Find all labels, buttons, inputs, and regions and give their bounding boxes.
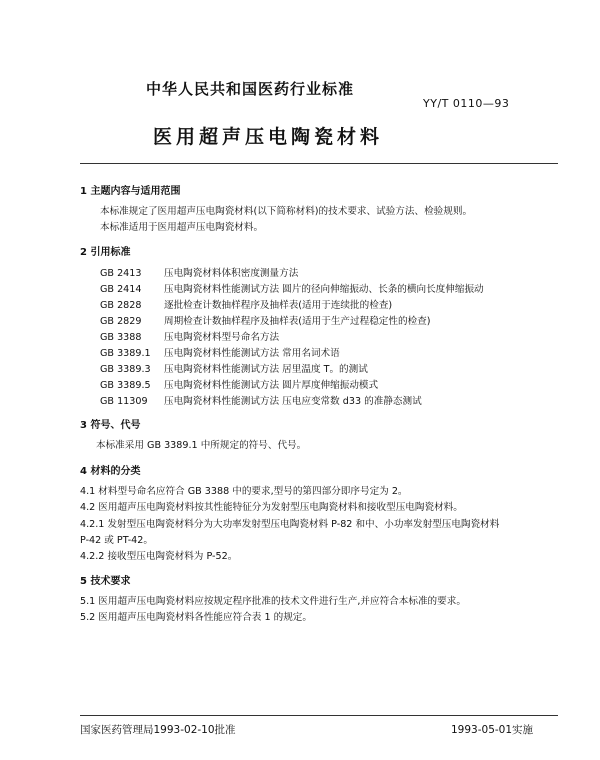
reference-code: GB 2829 (100, 316, 142, 327)
reference-item (100, 393, 422, 407)
clause-4-2-2: 4.2.2 接收型压电陶瓷材料为 P-52。 (80, 551, 238, 562)
page-title: 医用超声压电陶瓷材料 (153, 126, 384, 148)
section-1-paragraph-2: 本标准适用于医用超声压电陶瓷材料。 (100, 222, 264, 233)
section-2-heading: 2 引用标准 (80, 247, 131, 258)
reference-title: 压电陶瓷材料性能测试方法 居里温度 T。的测试 (164, 364, 368, 375)
reference-code: GB 3389.3 (100, 364, 151, 375)
reference-title: 逐批检查计数抽样程序及抽样表(适用于连续批的检查) (164, 300, 393, 311)
reference-title: 压电陶瓷材料性能测试方法 圆片的径向伸缩振动、长条的横向长度伸缩振动 (164, 284, 484, 295)
section-4-heading: 4 材料的分类 (80, 466, 141, 477)
reference-code: GB 3389.5 (100, 380, 151, 391)
section-3-paragraph: 本标准采用 GB 3389.1 中所规定的符号、代号。 (96, 440, 307, 451)
reference-code: GB 2413 (100, 268, 142, 279)
reference-item (100, 313, 431, 327)
clause-4-2-1-continued: P-42 或 PT-42。 (80, 535, 153, 546)
clause-5-2: 5.2 医用超声压电陶瓷材料各性能应符合表 1 的规定。 (80, 612, 312, 623)
standard-code: YY/T 0110—93 (423, 97, 510, 110)
reference-title: 周期检查计数抽样程序及抽样表(适用于生产过程稳定性的检查) (164, 316, 431, 327)
reference-code: GB 2828 (100, 300, 142, 311)
reference-item (100, 281, 484, 295)
reference-code: GB 11309 (100, 396, 148, 407)
reference-title: 压电陶瓷材料性能测试方法 常用名词术语 (164, 348, 340, 359)
reference-item (100, 361, 368, 375)
clause-4-1: 4.1 材料型号命名应符合 GB 3388 中的要求,型号的第四部分即序号定为 2。 (80, 486, 408, 497)
reference-item (100, 345, 340, 359)
issuing-authority: 中华人民共和国医药行业标准 (146, 80, 355, 98)
approval-date: 国家医药管理局1993-02-10批准 (80, 724, 236, 736)
reference-item (100, 265, 298, 279)
bottom-divider (80, 715, 558, 716)
section-1-paragraph-1: 本标准规定了医用超声压电陶瓷材料(以下简称材料)的技术要求、试验方法、检验规则。 (100, 206, 473, 217)
clause-4-2: 4.2 医用超声压电陶瓷材料按其性能特征分为发射型压电陶瓷材料和接收型压电陶瓷材料。 (80, 502, 463, 513)
reference-title: 压电陶瓷材料性能测试方法 压电应变常数 d33 的准静态测试 (164, 396, 422, 407)
reference-code: GB 3389.1 (100, 348, 151, 359)
reference-item (100, 377, 378, 391)
reference-item (100, 297, 392, 311)
clause-5-1: 5.1 医用超声压电陶瓷材料应按规定程序批准的技术文件进行生产,并应符合本标准的要求。 (80, 596, 466, 607)
reference-title: 压电陶瓷材料性能测试方法 圆片厚度伸缩振动模式 (164, 380, 379, 391)
reference-title: 压电陶瓷材料型号命名方法 (164, 332, 280, 343)
section-1-heading: 1 主题内容与适用范围 (80, 186, 181, 197)
section-5-heading: 5 技术要求 (80, 576, 131, 587)
clause-4-2-1: 4.2.1 发射型压电陶瓷材料分为大功率发射型压电陶瓷材料 P-82 和中、小功率发射型压电陶瓷材料 (80, 519, 500, 530)
top-divider (80, 163, 558, 164)
reference-code: GB 2414 (100, 284, 142, 295)
reference-code: GB 3388 (100, 332, 142, 343)
reference-item (100, 329, 279, 343)
section-3-heading: 3 符号、代号 (80, 420, 141, 431)
effective-date: 1993-05-01实施 (451, 724, 534, 736)
reference-title: 压电陶瓷材料体积密度测量方法 (164, 268, 299, 279)
